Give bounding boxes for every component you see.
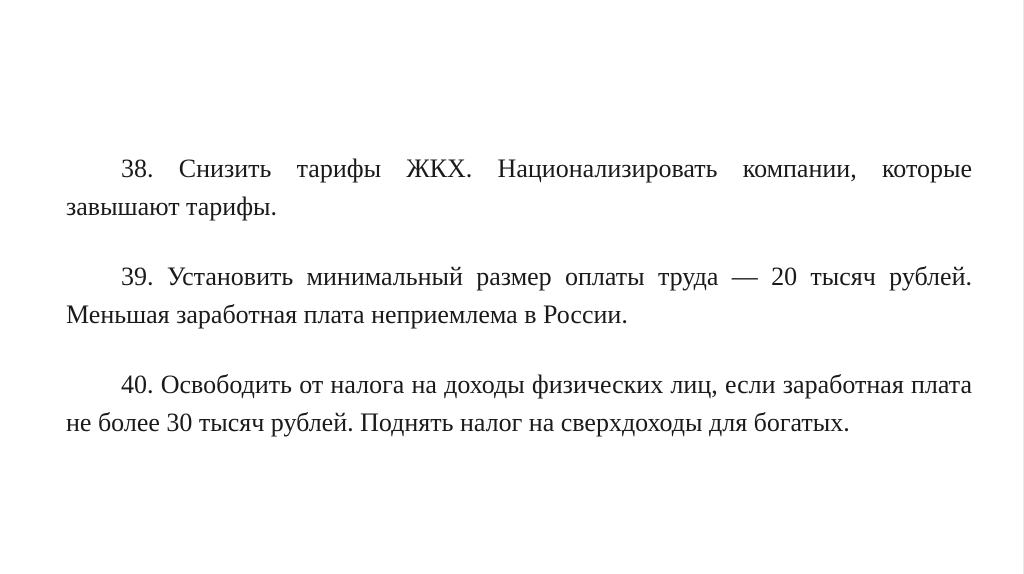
paragraph-40: 40. Освободить от налога на доходы физических лиц, если заработная плата не более 30 тысяч рублей. Поднять налог на сверхдоходы для богатых. [66,370,972,437]
paragraph-39: 39. Установить минимальный размер оплаты труда — 20 тысяч рублей. Меньшая заработная плата неприемлема в России. [66,262,972,329]
paragraph-38: 38. Снизить тарифы ЖКХ. Национализировать компании, которые завышают тарифы. [66,154,972,221]
document-body [66,150,972,442]
